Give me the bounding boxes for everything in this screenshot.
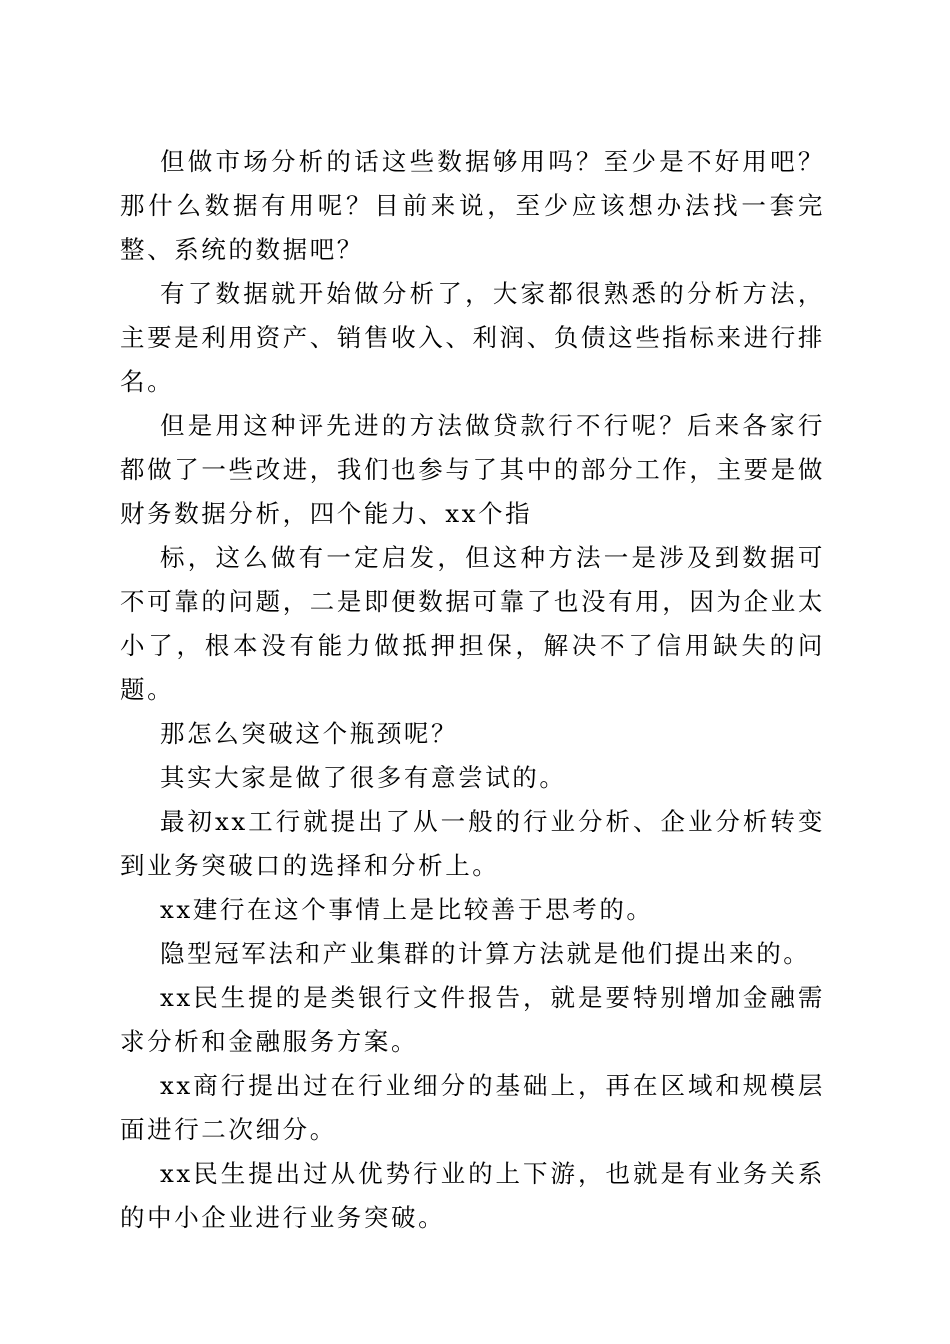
document-body — [120, 140, 825, 1240]
paragraph-1: 但做市场分析的话这些数据够用吗？至少是不好用吧？那什么数据有用呢？目前来说，至少应该想办法找一套完整、系统的数据吧？ — [120, 147, 825, 264]
paragraph-6: 其实大家是做了很多有意尝试的。 — [160, 763, 567, 792]
paragraph-3: 但是用这种评先进的方法做贷款行不行呢？后来各家行都做了一些改进，我们也参与了其中的部分工作，主要是做财务数据分析，四个能力、xx个指 — [120, 411, 825, 528]
paragraph-2: 有了数据就开始做分析了，大家都很熟悉的分析方法，主要是利用资产、销售收入、利润、负债这些指标来进行排名。 — [120, 279, 825, 396]
paragraph-4: 标，这么做有一定启发，但这种方法一是涉及到数据可不可靠的问题，二是即便数据可靠了也没有用，因为企业太小了，根本没有能力做抵押担保，解决不了信用缺失的问题。 — [120, 543, 825, 704]
paragraph-10: xx民生提的是类银行文件报告，就是要特别增加金融需求分析和金融服务方案。 — [120, 983, 825, 1056]
paragraph-5: 那怎么突破这个瓶颈呢？ — [160, 719, 459, 748]
paragraph-12: xx民生提出过从优势行业的上下游，也就是有业务关系的中小企业进行业务突破。 — [120, 1159, 825, 1232]
paragraph-7: 最初xx工行就提出了从一般的行业分析、企业分析转变到业务突破口的选择和分析上。 — [120, 807, 825, 880]
paragraph-11: xx商行提出过在行业细分的基础上，再在区域和规模层面进行二次细分。 — [120, 1071, 825, 1144]
paragraph-9: 隐型冠军法和产业集群的计算方法就是他们提出来的。 — [160, 939, 811, 968]
paragraph-8: xx建行在这个事情上是比较善于思考的。 — [160, 895, 654, 924]
